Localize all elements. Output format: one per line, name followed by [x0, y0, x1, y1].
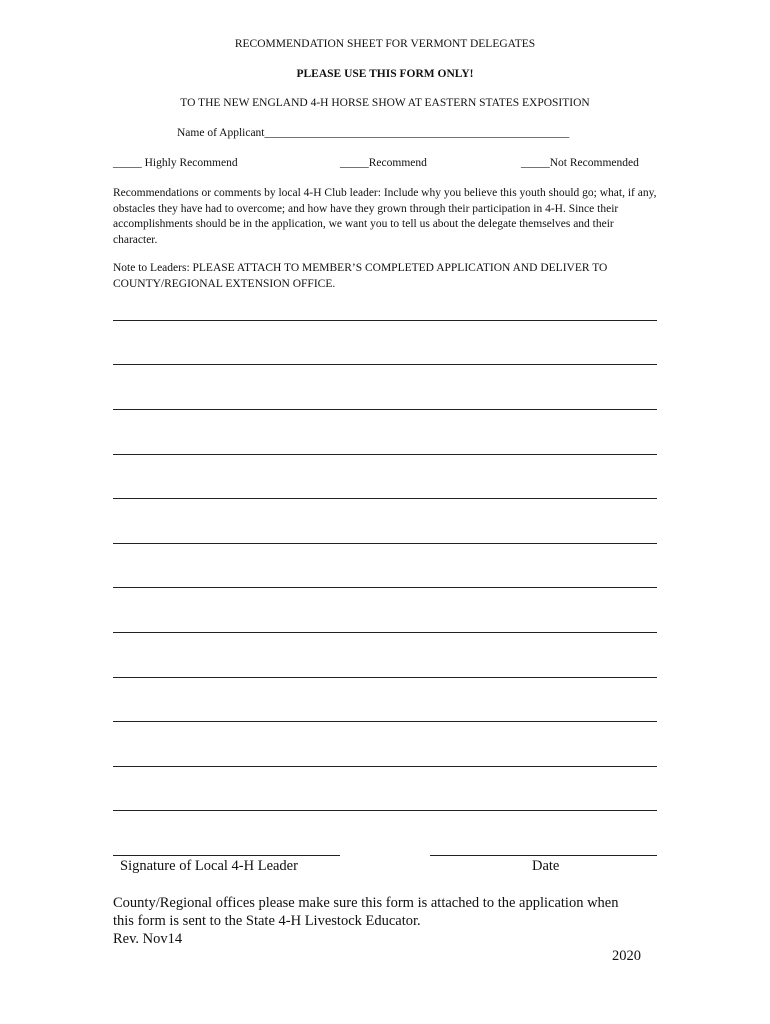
signature-label: Signature of Local 4-H Leader	[120, 858, 298, 874]
signature-line[interactable]	[113, 855, 340, 856]
option-not-recommended[interactable]: _____Not Recommended	[521, 157, 639, 169]
comment-line[interactable]	[113, 454, 657, 455]
footer-line-1: County/Regional offices please make sure this form is attached to the application when	[113, 895, 619, 911]
option-recommend[interactable]: _____Recommend	[340, 157, 427, 169]
comment-line[interactable]	[113, 320, 657, 321]
comment-line[interactable]	[113, 766, 657, 767]
date-line[interactable]	[430, 855, 657, 856]
revision-label: Rev. Nov14	[113, 931, 183, 947]
form-subtitle: TO THE NEW ENGLAND 4-H HORSE SHOW AT EASTERN STATES EXPOSITION	[180, 97, 590, 109]
date-label: Date	[532, 858, 560, 874]
footer-note	[113, 894, 673, 948]
form-instruction: PLEASE USE THIS FORM ONLY!	[296, 68, 474, 80]
applicant-name-field[interactable]: Name of Applicant_____________________________________________________	[177, 127, 570, 139]
comment-line[interactable]	[113, 721, 657, 722]
comment-line[interactable]	[113, 543, 657, 544]
comment-line[interactable]	[113, 677, 657, 678]
option-highly-recommend[interactable]: _____ Highly Recommend	[113, 157, 238, 169]
form-title: RECOMMENDATION SHEET FOR VERMONT DELEGATES	[234, 38, 536, 50]
comment-line[interactable]	[113, 810, 657, 811]
leader-note: Note to Leaders: PLEASE ATTACH TO MEMBER’S COMPLETED APPLICATION AND DELIVER TO COUNTY/REGIONAL EXTENSION OFFICE.	[113, 262, 608, 290]
comments-instructions: Recommendations or comments by local 4-H Club leader: Include why you believe this youth should go; what, if any, obstacles they have had to overcome; and how have they grown through their participation in 4-H. Since their accomplishments should be in the application, we want you to tell us about the delegate themselves and their character.	[113, 187, 657, 246]
form-year: 2020	[612, 948, 641, 964]
comment-line[interactable]	[113, 364, 657, 365]
footer-line-2: this form is sent to the State 4-H Livestock Educator.	[113, 913, 421, 929]
comment-line[interactable]	[113, 632, 657, 633]
comment-line[interactable]	[113, 587, 657, 588]
comment-line[interactable]	[113, 409, 657, 410]
comment-line[interactable]	[113, 498, 657, 499]
